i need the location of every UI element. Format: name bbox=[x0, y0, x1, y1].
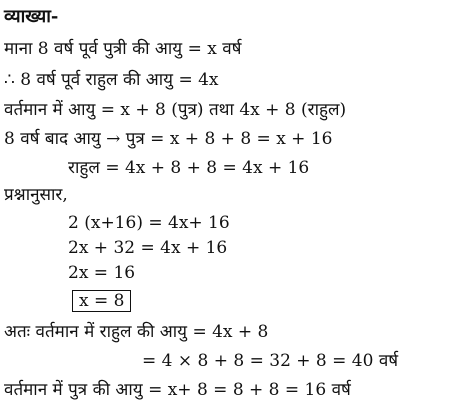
solution-line: राहुल = 4x + 8 + 8 = 4x + 16 bbox=[68, 158, 310, 178]
solution-heading: व्याख्या- bbox=[4, 6, 59, 27]
solution-line: ∴ 8 वर्ष पूर्व राहुल की आयु = 4x bbox=[4, 70, 219, 90]
solution-line: = 4 × 8 + 8 = 32 + 8 = 40 वर्ष bbox=[142, 351, 399, 371]
boxed-answer-text: x = 8 bbox=[72, 290, 131, 312]
solution-line: अतः वर्तमान में राहुल की आयु = 4x + 8 bbox=[4, 322, 269, 342]
solution-line: 8 वर्ष बाद आयु → पुत्र = x + 8 + 8 = x + 16 bbox=[4, 129, 333, 149]
equation-line: 2x = 16 bbox=[68, 263, 136, 283]
equation-line: 2x + 32 = 4x + 16 bbox=[68, 238, 228, 258]
boxed-answer bbox=[72, 290, 131, 312]
solution-line: प्रश्नानुसार, bbox=[4, 185, 68, 205]
solution-line: माना 8 वर्ष पूर्व पुत्री की आयु = x वर्ष bbox=[4, 39, 242, 59]
solution-line: वर्तमान में आयु = x + 8 (पुत्र) तथा 4x + 8 (राहुल) bbox=[4, 100, 347, 120]
solution-line: वर्तमान में पुत्र की आयु = x+ 8 = 8 + 8 = 16 वर्ष bbox=[4, 380, 351, 400]
equation-line: 2 (x+16) = 4x+ 16 bbox=[68, 213, 230, 233]
